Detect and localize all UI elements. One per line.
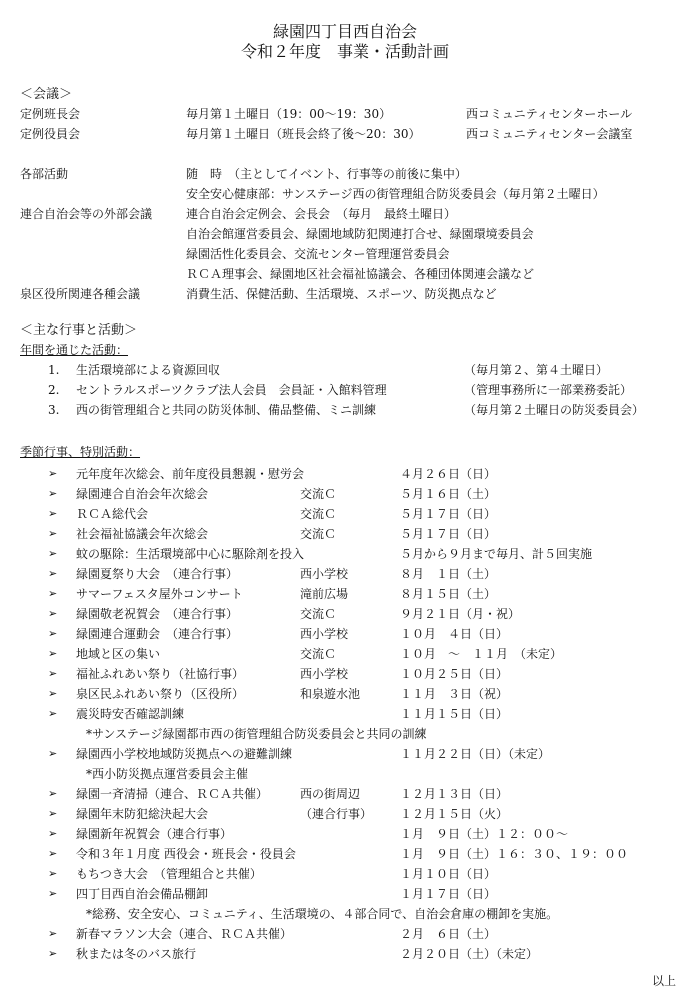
event-name: 令和３年１月度 西役会・班長会・役員会	[76, 847, 296, 861]
seasonal-heading: 季節行事、特別活動：	[20, 445, 141, 459]
arrow-bullet-icon: ➢	[48, 807, 58, 820]
meeting-label: 泉区役所関連各種会議	[20, 287, 141, 301]
event-date: １月 ９日（土）１６：３０、１９：００	[400, 847, 629, 861]
event-note: *西小防災拠点運営委員会主催	[86, 767, 249, 781]
arrow-bullet-icon: ➢	[48, 667, 58, 680]
event-name: サマーフェスタ屋外コンサート	[76, 587, 243, 601]
meeting-label: 定例班長会	[20, 107, 81, 121]
event-place: 西小学校	[300, 627, 349, 641]
item-text: 西の街管理組合と共同の防災体制、備品整備、ミニ訓練	[76, 403, 377, 417]
event-place: 滝前広場	[300, 587, 349, 601]
arrow-bullet-icon: ➢	[48, 887, 58, 900]
event-date: １１月２２日（日）（未定）	[400, 747, 551, 761]
event-row	[0, 684, 690, 704]
meeting-row	[0, 224, 690, 244]
event-date: １０月 ４日（日）	[400, 627, 509, 641]
item-schedule: （毎月第２、第４土曜日）	[464, 363, 609, 377]
event-row	[0, 784, 690, 804]
arrow-bullet-icon: ➢	[48, 847, 58, 860]
event-name: 秋または冬のバス旅行	[76, 947, 197, 961]
arrow-bullet-icon: ➢	[48, 607, 58, 620]
event-place: 交流Ｃ	[300, 647, 337, 661]
item-number: 2.	[48, 383, 60, 397]
event-place: 西小学校	[300, 667, 349, 681]
event-place: 交流Ｃ	[300, 507, 337, 521]
meeting-schedule: 消費生活、保健活動、生活環境、スポーツ、防災拠点など	[186, 287, 497, 301]
arrow-bullet-icon: ➢	[48, 487, 58, 500]
event-place: 和泉遊水池	[300, 687, 361, 701]
event-name: 緑園敬老祝賀会 （連合行事）	[76, 607, 239, 621]
arrow-bullet-icon: ➢	[48, 507, 58, 520]
event-date: １２月１３日（日）	[400, 787, 509, 801]
meeting-row	[0, 244, 690, 264]
meeting-label: 各部活動	[20, 167, 69, 181]
meeting-location: 西コミュニティセンターホール	[466, 107, 633, 121]
event-name: 緑園西小学校地域防災拠点への避難訓練	[76, 747, 293, 761]
meeting-row	[0, 164, 690, 184]
event-name: 蚊の駆除：生活環境部中心に駆除剤を投入	[76, 547, 305, 561]
document-title: 緑園四丁目西自治会	[272, 22, 417, 41]
event-date: １月１７日（日）	[400, 887, 497, 901]
event-place: 交流Ｃ	[300, 487, 337, 501]
meeting-location: 西コミュニティセンター会議室	[466, 127, 633, 141]
event-date: １０月 ～ １１月 （未定）	[400, 647, 563, 661]
item-text: 生活環境部による資源回収	[76, 363, 221, 377]
event-date: ２月２０日（土）（未定）	[400, 947, 539, 961]
event-name: 震災時安否確認訓練	[76, 707, 185, 721]
activities-heading: ＜主な行事と活動＞	[20, 323, 138, 338]
meeting-schedule: 安全安心健康部：サンステージ西の街管理組合防災委員会（毎月第２土曜日）	[186, 187, 605, 201]
event-date: １１月１５日（日）	[400, 707, 509, 721]
yearly-item	[0, 360, 690, 380]
event-row	[0, 664, 690, 684]
event-place: 交流Ｃ	[300, 607, 337, 621]
arrow-bullet-icon: ➢	[48, 747, 58, 760]
event-row	[0, 624, 690, 644]
event-row	[0, 924, 690, 944]
event-note: *総務、安全安心、コミュニティ、生活環境の、４部合同で、自治会倉庫の棚卸を実施。	[86, 907, 559, 921]
arrow-bullet-icon: ➢	[48, 827, 58, 840]
event-name: 緑園一斉清掃（連合、ＲＣＡ共催）	[76, 787, 269, 801]
meeting-label: 連合自治会等の外部会議	[20, 207, 153, 221]
event-row	[0, 744, 690, 764]
item-number: 1.	[48, 363, 60, 377]
event-name: ＲＣＡ総代会	[76, 507, 149, 521]
arrow-bullet-icon: ➢	[48, 867, 58, 880]
event-place: 交流Ｃ	[300, 527, 337, 541]
event-date: １月 ９日（土）１２：００～	[400, 827, 569, 841]
meeting-row	[0, 104, 690, 124]
event-date: ８月 １日（土）	[400, 567, 497, 581]
event-name: 地域と区の集い	[76, 647, 161, 661]
event-date: ５月１６日（土）	[400, 487, 497, 501]
event-name: もちつき大会 （管理組合と共催）	[76, 867, 262, 881]
item-schedule: （管理事務所に一部業務委託）	[464, 383, 633, 397]
event-date: １２月１５日（火）	[400, 807, 509, 821]
arrow-bullet-icon: ➢	[48, 947, 58, 960]
event-row	[0, 804, 690, 824]
yearly-item	[0, 400, 690, 420]
event-row	[0, 824, 690, 844]
arrow-bullet-icon: ➢	[48, 787, 58, 800]
event-place: 西小学校	[300, 567, 349, 581]
event-date: １月１０日（日）	[400, 867, 497, 881]
event-date: １０月２５日（日）	[400, 667, 509, 681]
arrow-bullet-icon: ➢	[48, 587, 58, 600]
event-date: ９月２１日（月・祝）	[400, 607, 521, 621]
event-row	[0, 864, 690, 884]
event-row	[0, 564, 690, 584]
meeting-row	[0, 264, 690, 284]
arrow-bullet-icon: ➢	[48, 567, 58, 580]
event-name: 泉区民ふれあい祭り（区役所）	[76, 687, 245, 701]
event-name: 緑園連合運動会 （連合行事）	[76, 627, 239, 641]
arrow-bullet-icon: ➢	[48, 707, 58, 720]
event-date: ５月１７日（日）	[400, 507, 497, 521]
event-note: *サンステージ緑園都市西の街管理組合防災委員会と共同の訓練	[86, 727, 427, 741]
event-row	[0, 524, 690, 544]
meeting-row	[0, 124, 690, 144]
meeting-row	[0, 284, 690, 304]
event-date: ４月２６日（日）	[400, 467, 497, 481]
arrow-bullet-icon: ➢	[48, 647, 58, 660]
meeting-schedule: 随 時 （主としてイベント、行事等の前後に集中）	[186, 167, 467, 181]
event-name: 社会福祉協議会年次総会	[76, 527, 209, 541]
document-subtitle: 令和２年度 事業・活動計画	[240, 42, 449, 61]
meeting-row	[0, 184, 690, 204]
event-name: 福祉ふれあい祭り（社協行事）	[76, 667, 245, 681]
arrow-bullet-icon: ➢	[48, 627, 58, 640]
item-number: 3.	[48, 403, 60, 417]
item-schedule: （毎月第２土曜日の防災委員会）	[464, 403, 645, 417]
event-name: 元年度年次総会、前年度役員懇親・慰労会	[76, 467, 305, 481]
arrow-bullet-icon: ➢	[48, 527, 58, 540]
event-name: 緑園連合自治会年次総会	[76, 487, 209, 501]
arrow-bullet-icon: ➢	[48, 547, 58, 560]
meeting-schedule: 毎月第１土曜日（19：00～19：30）	[186, 107, 392, 121]
event-date: ５月１７日（日）	[400, 527, 497, 541]
event-date: ８月１５日（土）	[400, 587, 497, 601]
event-row	[0, 544, 690, 564]
meeting-schedule: ＲＣＡ理事会、緑園地区社会福祉協議会、各種団体関連会議など	[186, 267, 535, 281]
yearly-heading: 年間を通じた活動：	[20, 343, 129, 357]
event-name: 四丁目西自治会備品棚卸	[76, 887, 209, 901]
event-name: 緑園新年祝賀会（連合行事）	[76, 827, 233, 841]
item-text: セントラルスポーツクラブ法人会員 会員証・入館料管理	[76, 383, 387, 397]
event-date: ５月から９月まで毎月、計５回実施	[400, 547, 593, 561]
event-date: １１月 ３日（祝）	[400, 687, 509, 701]
event-date: ２月 ６日（土）	[400, 927, 497, 941]
meeting-label: 定例役員会	[20, 127, 81, 141]
meeting-row	[0, 204, 690, 224]
event-row	[0, 464, 690, 484]
arrow-bullet-icon: ➢	[48, 687, 58, 700]
event-place: 西の街周辺	[300, 787, 361, 801]
meeting-schedule: 毎月第１土曜日（班長会終了後～20：30）	[186, 127, 421, 141]
event-row	[0, 604, 690, 624]
event-row	[0, 504, 690, 524]
event-name: 新春マラソン大会（連合、ＲＣＡ共催）	[76, 927, 293, 941]
meeting-schedule: 連合自治会定例会、会長会 （毎月 最終土曜日）	[186, 207, 457, 221]
yearly-item	[0, 380, 690, 400]
meeting-schedule: 自治会館運営委員会、緑園地域防犯関連打合せ、緑園環境委員会	[186, 227, 534, 241]
event-row	[0, 644, 690, 664]
event-row	[0, 484, 690, 504]
event-row	[0, 704, 690, 724]
event-row	[0, 584, 690, 604]
arrow-bullet-icon: ➢	[48, 467, 58, 480]
event-row	[0, 884, 690, 904]
closing-mark: 以上	[652, 974, 677, 988]
event-name: 緑園夏祭り大会 （連合行事）	[76, 567, 239, 581]
event-row	[0, 844, 690, 864]
arrow-bullet-icon: ➢	[48, 927, 58, 940]
event-name: 緑園年末防犯総決起大会	[76, 807, 209, 821]
event-place: （連合行事）	[300, 807, 373, 821]
event-row	[0, 944, 690, 964]
meeting-schedule: 緑園活性化委員会、交流センター管理運営委員会	[186, 247, 450, 261]
meetings-heading: ＜会議＞	[20, 87, 73, 102]
